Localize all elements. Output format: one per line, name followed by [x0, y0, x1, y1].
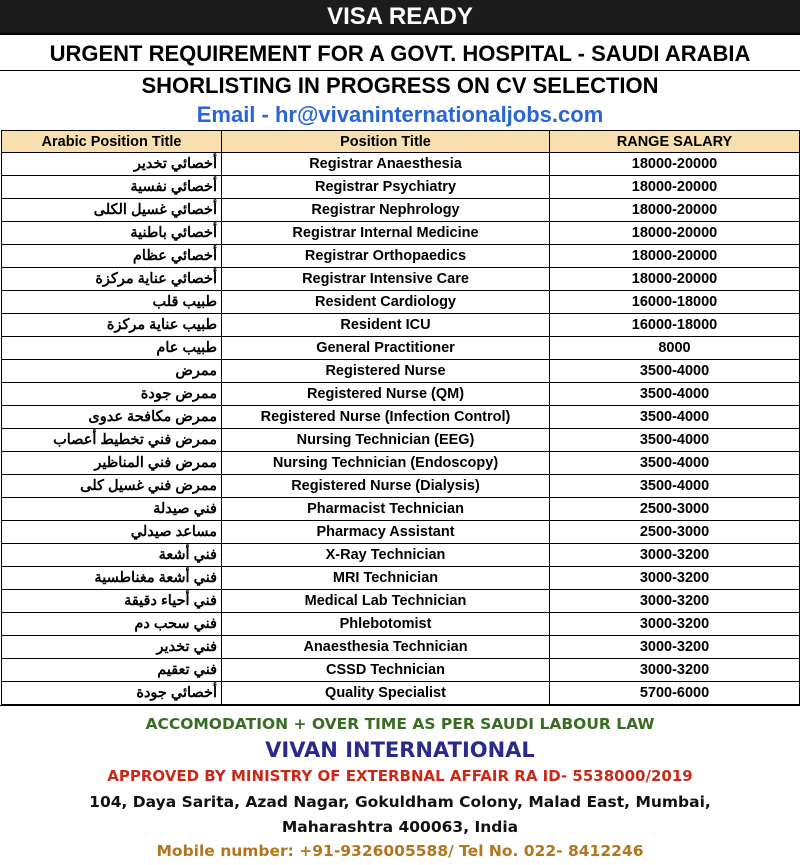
table-row: [2, 475, 800, 498]
arabic-title-cell: أخصائي غسيل الكلى: [2, 199, 222, 222]
position-title-cell: Quality Specialist: [222, 682, 550, 705]
arabic-title-cell: فني تعقيم: [2, 659, 222, 682]
position-title-cell: Registrar Internal Medicine: [222, 222, 550, 245]
table-row: [2, 429, 800, 452]
arabic-title-cell: أخصائي تخدير: [2, 153, 222, 176]
table-row: [2, 360, 800, 383]
table-row: [2, 498, 800, 521]
table-row: [2, 199, 800, 222]
footer-section: [0, 705, 800, 865]
salary-cell: 3500-4000: [550, 452, 800, 475]
salary-cell: 16000-18000: [550, 314, 800, 337]
position-title-cell: Registered Nurse (QM): [222, 383, 550, 406]
arabic-title-cell: ممرض مكافحة عدوى: [2, 406, 222, 429]
arabic-title-cell: أخصائي عظام: [2, 245, 222, 268]
table-header-row: [2, 131, 800, 153]
table-body: [2, 153, 800, 705]
table-row: [2, 636, 800, 659]
arabic-title-cell: فني أشعة: [2, 544, 222, 567]
address-line-2: Maharashtra 400063, India: [281, 818, 519, 836]
salary-cell: 18000-20000: [550, 199, 800, 222]
arabic-title-cell: فني أحياء دقيقة: [2, 590, 222, 613]
salary-cell: 5700-6000: [550, 682, 800, 705]
address-line-1: 104, Daya Sarita, Azad Nagar, Gokuldham Colony, Malad East, Mumbai,: [89, 793, 711, 811]
table-row: [2, 406, 800, 429]
salary-cell: 18000-20000: [550, 176, 800, 199]
visa-ready-banner: VISA READY: [0, 0, 800, 35]
salary-cell: 18000-20000: [550, 268, 800, 291]
salary-cell: 3500-4000: [550, 406, 800, 429]
column-header-salary: RANGE SALARY: [550, 131, 800, 153]
table-row: [2, 590, 800, 613]
column-header-arabic: Arabic Position Title: [2, 131, 222, 153]
salary-cell: 3000-3200: [550, 659, 800, 682]
position-title-cell: MRI Technician: [222, 567, 550, 590]
arabic-title-cell: فني سحب دم: [2, 613, 222, 636]
table-row: [2, 682, 800, 705]
position-title-cell: CSSD Technician: [222, 659, 550, 682]
arabic-title-cell: أخصائي باطنية: [2, 222, 222, 245]
arabic-title-cell: فني أشعة مغناطسية: [2, 567, 222, 590]
arabic-title-cell: ممرض: [2, 360, 222, 383]
position-title-cell: Resident Cardiology: [222, 291, 550, 314]
table-row: [2, 521, 800, 544]
benefits-line: ACCOMODATION + OVER TIME AS PER SAUDI LABOUR LAW: [145, 715, 655, 733]
salary-cell: 2500-3000: [550, 498, 800, 521]
positions-table: [1, 130, 800, 705]
position-title-cell: Registrar Psychiatry: [222, 176, 550, 199]
salary-cell: 3500-4000: [550, 429, 800, 452]
arabic-title-cell: فني تخدير: [2, 636, 222, 659]
salary-cell: 2500-3000: [550, 521, 800, 544]
arabic-title-cell: ممرض جودة: [2, 383, 222, 406]
table-row: [2, 659, 800, 682]
position-title-cell: Registered Nurse: [222, 360, 550, 383]
position-title-cell: Registered Nurse (Infection Control): [222, 406, 550, 429]
company-name: VIVAN INTERNATIONAL: [265, 738, 535, 762]
table-row: [2, 268, 800, 291]
salary-cell: 3000-3200: [550, 567, 800, 590]
arabic-title-cell: ممرض فني غسيل كلى: [2, 475, 222, 498]
position-title-cell: Nursing Technician (Endoscopy): [222, 452, 550, 475]
salary-cell: 3500-4000: [550, 360, 800, 383]
position-title-cell: X-Ray Technician: [222, 544, 550, 567]
table-row: [2, 314, 800, 337]
table-row: [2, 245, 800, 268]
position-title-cell: Phlebotomist: [222, 613, 550, 636]
arabic-title-cell: أخصائي جودة: [2, 682, 222, 705]
table-row: [2, 222, 800, 245]
salary-cell: 3000-3200: [550, 590, 800, 613]
position-title-cell: Nursing Technician (EEG): [222, 429, 550, 452]
salary-cell: 3500-4000: [550, 383, 800, 406]
table-row: [2, 176, 800, 199]
position-title-cell: Pharmacist Technician: [222, 498, 550, 521]
salary-cell: 18000-20000: [550, 245, 800, 268]
salary-cell: 3000-3200: [550, 636, 800, 659]
table-row: [2, 337, 800, 360]
arabic-title-cell: طبيب عناية مركزة: [2, 314, 222, 337]
position-title-cell: Registered Nurse (Dialysis): [222, 475, 550, 498]
table-row: [2, 291, 800, 314]
arabic-title-cell: فني صيدلة: [2, 498, 222, 521]
arabic-title-cell: ممرض فني تخطيط أعصاب: [2, 429, 222, 452]
salary-cell: 16000-18000: [550, 291, 800, 314]
salary-cell: 8000: [550, 337, 800, 360]
shortlisting-heading: SHORLISTING IN PROGRESS ON CV SELECTION: [141, 73, 659, 98]
salary-cell: 3000-3200: [550, 544, 800, 567]
table-row: [2, 544, 800, 567]
table-row: [2, 383, 800, 406]
arabic-title-cell: أخصائي عناية مركزة: [2, 268, 222, 291]
salary-cell: 3000-3200: [550, 613, 800, 636]
contact-line[interactable]: Mobile number: +91-9326005588/ Tel No. 022- 8412246: [156, 842, 644, 860]
position-title-cell: Resident ICU: [222, 314, 550, 337]
table-row: [2, 613, 800, 636]
salary-cell: 18000-20000: [550, 153, 800, 176]
column-header-position: Position Title: [222, 131, 550, 153]
position-title-cell: Pharmacy Assistant: [222, 521, 550, 544]
position-title-cell: Registrar Intensive Care: [222, 268, 550, 291]
requirement-heading: URGENT REQUIREMENT FOR A GOVT. HOSPITAL - SAUDI ARABIA: [0, 37, 800, 71]
salary-cell: 18000-20000: [550, 222, 800, 245]
arabic-title-cell: ممرض فني المناظير: [2, 452, 222, 475]
table-row: [2, 452, 800, 475]
position-title-cell: Registrar Nephrology: [222, 199, 550, 222]
arabic-title-cell: أخصائي نفسية: [2, 176, 222, 199]
position-title-cell: Anaesthesia Technician: [222, 636, 550, 659]
table-row: [2, 567, 800, 590]
position-title-cell: Registrar Anaesthesia: [222, 153, 550, 176]
position-title-cell: General Practitioner: [222, 337, 550, 360]
arabic-title-cell: مساعد صيدلي: [2, 521, 222, 544]
position-title-cell: Registrar Orthopaedics: [222, 245, 550, 268]
table-row: [2, 153, 800, 176]
approval-line: APPROVED BY MINISTRY OF EXTERBNAL AFFAIR RA ID- 5538000/2019: [107, 767, 693, 785]
position-title-cell: Medical Lab Technician: [222, 590, 550, 613]
arabic-title-cell: طبيب قلب: [2, 291, 222, 314]
email-line[interactable]: Email - hr@vivaninternationaljobs.com: [196, 102, 604, 127]
arabic-title-cell: طبيب عام: [2, 337, 222, 360]
salary-cell: 3500-4000: [550, 475, 800, 498]
